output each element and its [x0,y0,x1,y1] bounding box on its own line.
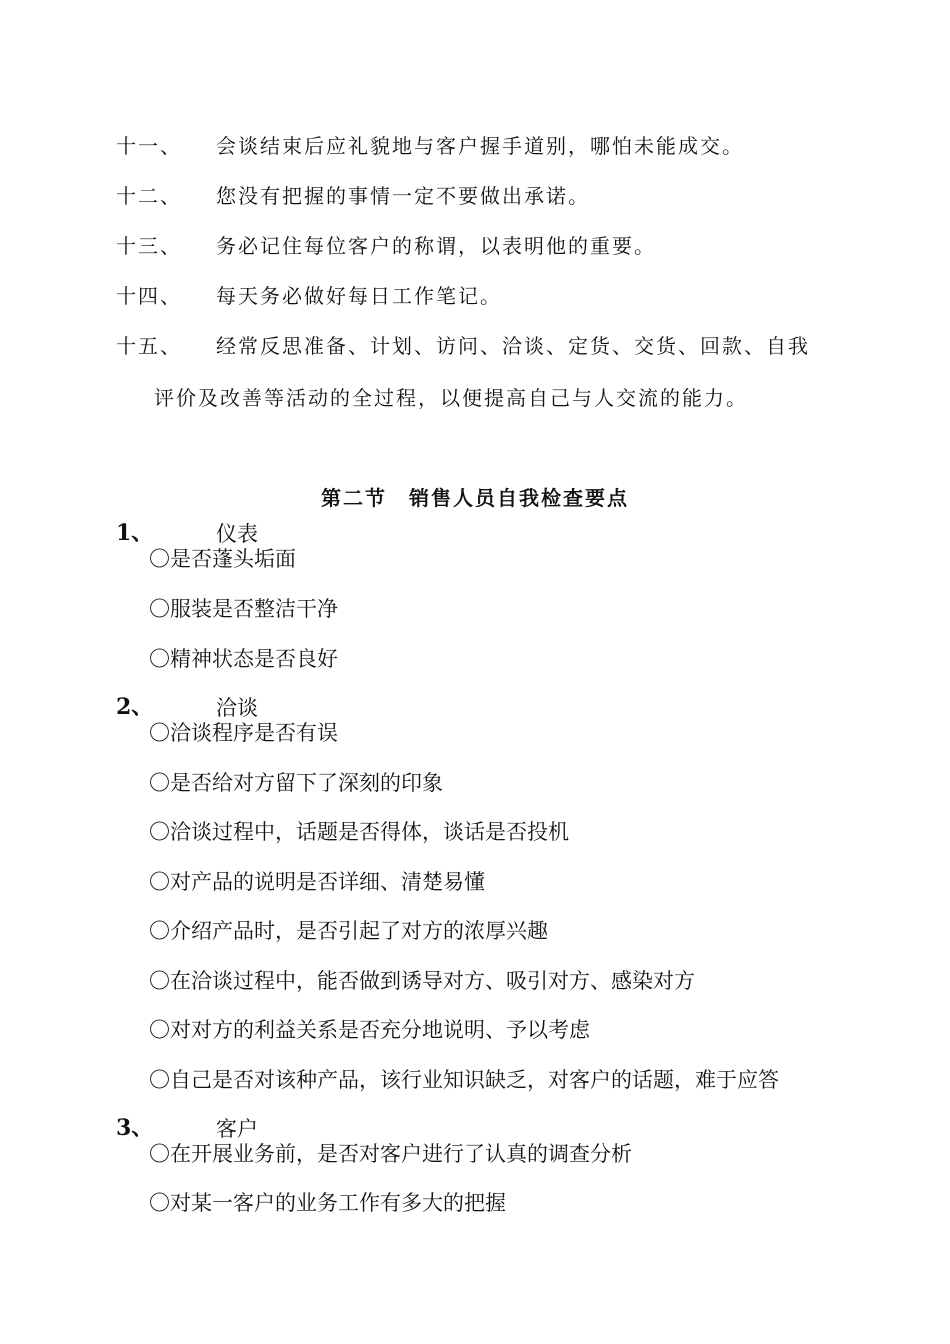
checklist-item: 〇介绍产品时，是否引起了对方的浓厚兴趣 [149,919,548,943]
checklist-number: 1、 [116,520,154,546]
checklist-number: 3、 [116,1115,154,1141]
checklist-item: 〇是否给对方留下了深刻的印象 [149,771,443,795]
rule-number: 十四、 [116,284,182,308]
section-number: 第二节 [321,486,387,510]
checklist-item: 〇服装是否整洁干净 [149,597,338,621]
checklist-item: 〇洽谈程序是否有误 [149,721,338,745]
rule-text: 您没有把握的事情一定不要做出承诺。 [216,184,590,208]
checklist-item: 〇在洽谈过程中，能否做到诱导对方、吸引对方、感染对方 [149,969,695,993]
checklist-item: 〇对产品的说明是否详细、清楚易懂 [149,870,485,894]
checklist-item: 〇自己是否对该种产品，该行业知识缺乏，对客户的话题，难于应答 [149,1068,779,1092]
rule-text-continued: 评价及改善等活动的全过程，以便提高自己与人交流的能力。 [154,386,748,410]
checklist-number: 2、 [116,694,154,720]
checklist-item: 〇是否蓬头垢面 [149,547,296,571]
section-heading [0,482,950,511]
rule-text: 会谈结束后应礼貌地与客户握手道别，哪怕未能成交。 [216,134,744,158]
checklist-item: 〇对对方的利益关系是否充分地说明、予以考虑 [149,1018,590,1042]
checklist-item: 〇对某一客户的业务工作有多大的把握 [149,1191,506,1215]
rule-number: 十一、 [116,134,182,158]
rule-text: 每天务必做好每日工作笔记。 [216,284,502,308]
checklist-item: 〇在开展业务前，是否对客户进行了认真的调查分析 [149,1142,632,1166]
checklist-item: 〇精神状态是否良好 [149,647,338,671]
rule-number: 十三、 [116,234,182,258]
checklist-title: 仪表 [216,522,258,546]
rule-number: 十二、 [116,184,182,208]
checklist-title: 洽谈 [216,696,258,720]
rule-number: 十五、 [116,334,182,358]
rule-text: 务必记住每位客户的称谓，以表明他的重要。 [216,234,656,258]
checklist-title: 客户 [216,1117,258,1141]
rule-text: 经常反思准备、计划、访问、洽谈、定货、交货、回款、自我 [216,334,810,358]
checklist-item: 〇洽谈过程中，话题是否得体，谈话是否投机 [149,820,569,844]
section-title: 销售人员自我检查要点 [409,486,629,510]
